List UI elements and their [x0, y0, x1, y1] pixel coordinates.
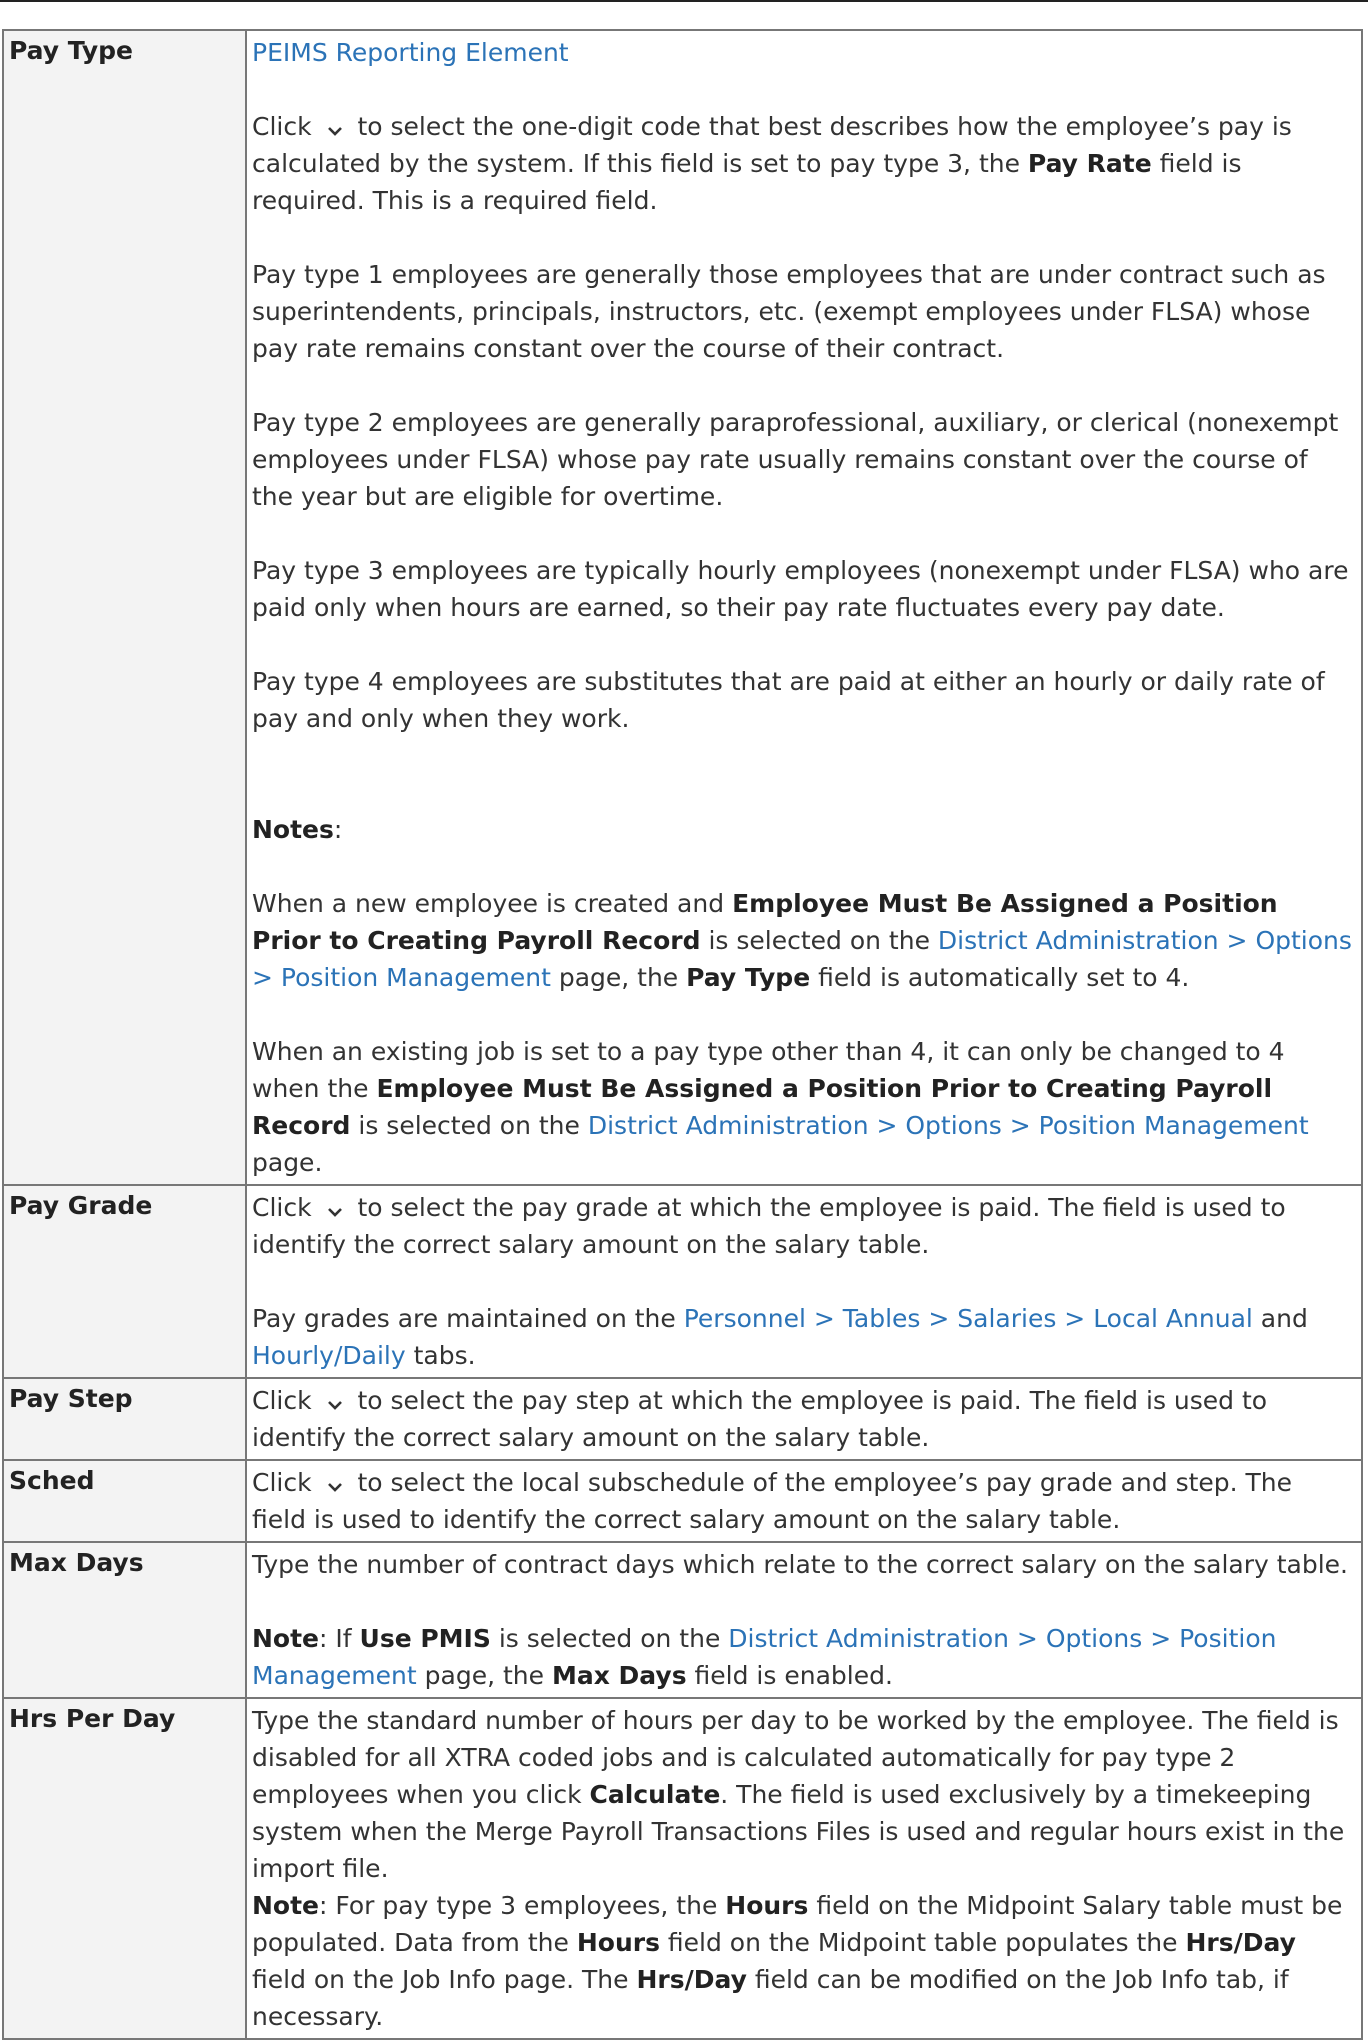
field-name-sched: Sched — [9, 1466, 95, 1495]
paragraph: Note: If Use PMIS is selected on the District Administration > Options > Position Management page, the Max Days field is enabled. — [252, 1624, 1277, 1690]
paragraph: Pay type 4 employees are substitutes that are paid at either an hourly or daily rate of pay and only when they work. — [252, 667, 1325, 733]
peims-reporting-element-link[interactable]: PEIMS Reporting Element — [252, 38, 569, 67]
position-management-link[interactable]: District Administration > Options > Position Management — [587, 1111, 1309, 1140]
field-name-cell — [3, 1378, 246, 1460]
paragraph: Click to select the one-digit code that best describes how the employee’s pay is calculated by the system. If this field is set to pay type 3, the Pay Rate field is required. This is a required field. — [252, 108, 1353, 219]
field-name-pay-step: Pay Step — [9, 1384, 133, 1413]
paragraph: When an existing job is set to a pay type other than 4, it can only be changed to 4 when the Employee Must Be Assigned a Position Prior to Creating Payroll Record is selected on the District Administration > Options > Position Management page. — [252, 1037, 1309, 1177]
hourly-daily-link[interactable]: Hourly/Daily — [252, 1341, 406, 1370]
field-description-cell — [246, 1378, 1362, 1460]
field-name-cell — [3, 1698, 246, 2039]
paragraph: Pay grades are maintained on the Personnel > Tables > Salaries > Local Annual and Hourly/Daily tabs. — [252, 1304, 1308, 1370]
field-name-hrs-per-day: Hrs Per Day — [9, 1704, 176, 1733]
local-annual-link[interactable]: Personnel > Tables > Salaries > Local Annual — [683, 1304, 1253, 1333]
paragraph: When a new employee is created and Employee Must Be Assigned a Position Prior to Creating Payroll Record is selected on the District Administration > Options > Position Management page, the Pay Type field is automatically set to 4. — [252, 889, 1352, 992]
table-row — [3, 1185, 1362, 1378]
table-row — [3, 30, 1362, 1185]
field-name-max-days: Max Days — [9, 1548, 144, 1577]
table-row — [3, 1460, 1362, 1542]
field-name-pay-grade: Pay Grade — [9, 1191, 153, 1220]
paragraph: Click to select the local subschedule of the employee’s pay grade and step. The field is used to identify the correct salary amount on the salary table. — [252, 1464, 1353, 1538]
field-description-cell — [246, 1542, 1362, 1698]
field-description-table — [2, 29, 1363, 2040]
paragraph: Note: For pay type 3 employees, the Hours field on the Midpoint Salary table must be populated. Data from the Hours field on the Midpoint table populates the Hrs/Day field on the Job Info page. The Hrs/Day field can be modified on the Job Info tab, if necessary. — [252, 1891, 1343, 2031]
chevron-down-icon — [320, 1382, 350, 1419]
field-name-cell — [3, 1185, 246, 1378]
position-management-link[interactable]: District Administration > Options > Position Management — [252, 926, 1352, 992]
paragraph: Pay type 3 employees are typically hourly employees (nonexempt under FLSA) who are paid only when hours are earned, so their pay rate fluctuates every pay date. — [252, 556, 1349, 622]
top-rule — [0, 0, 1368, 2]
paragraph: Click to select the pay grade at which the employee is paid. The field is used to identify the correct salary amount on the salary table. — [252, 1189, 1353, 1263]
field-name-pay-type: Pay Type — [9, 36, 133, 65]
field-description-cell — [246, 1460, 1362, 1542]
table-row — [3, 1378, 1362, 1460]
table-row — [3, 1698, 1362, 2039]
field-description-cell — [246, 30, 1362, 1185]
field-description-cell — [246, 1698, 1362, 2039]
paragraph: Click to select the pay step at which the employee is paid. The field is used to identify the correct salary amount on the salary table. — [252, 1382, 1353, 1456]
chevron-down-icon — [320, 1464, 350, 1501]
paragraph: Type the standard number of hours per day to be worked by the employee. The field is disabled for all XTRA coded jobs and is calculated automatically for pay type 2 employees when you click Calculate. The field is used exclusively by a timekeeping system when the Merge Payroll Transactions Files is used and regular hours exist in the import file. — [252, 1706, 1345, 1883]
paragraph: Pay type 2 employees are generally paraprofessional, auxiliary, or clerical (nonexempt employees under FLSA) whose pay rate usually remains constant over the course of the year but are eligible for overtime. — [252, 408, 1339, 511]
paragraph: Type the number of contract days which relate to the correct salary on the salary table. — [252, 1550, 1349, 1579]
notes-heading: Notes: — [252, 815, 343, 844]
chevron-down-icon — [320, 1189, 350, 1226]
chevron-down-icon — [320, 108, 350, 145]
field-name-cell — [3, 1460, 246, 1542]
position-management-link[interactable]: District Administration > Options > Position Management — [252, 1624, 1277, 1690]
table-row — [3, 1542, 1362, 1698]
field-name-cell — [3, 30, 246, 1185]
paragraph: Pay type 1 employees are generally those employees that are under contract such as superintendents, principals, instructors, etc. (exempt employees under FLSA) whose pay rate remains constant over the course of their contract. — [252, 260, 1326, 363]
field-description-cell — [246, 1185, 1362, 1378]
field-name-cell — [3, 1542, 246, 1698]
